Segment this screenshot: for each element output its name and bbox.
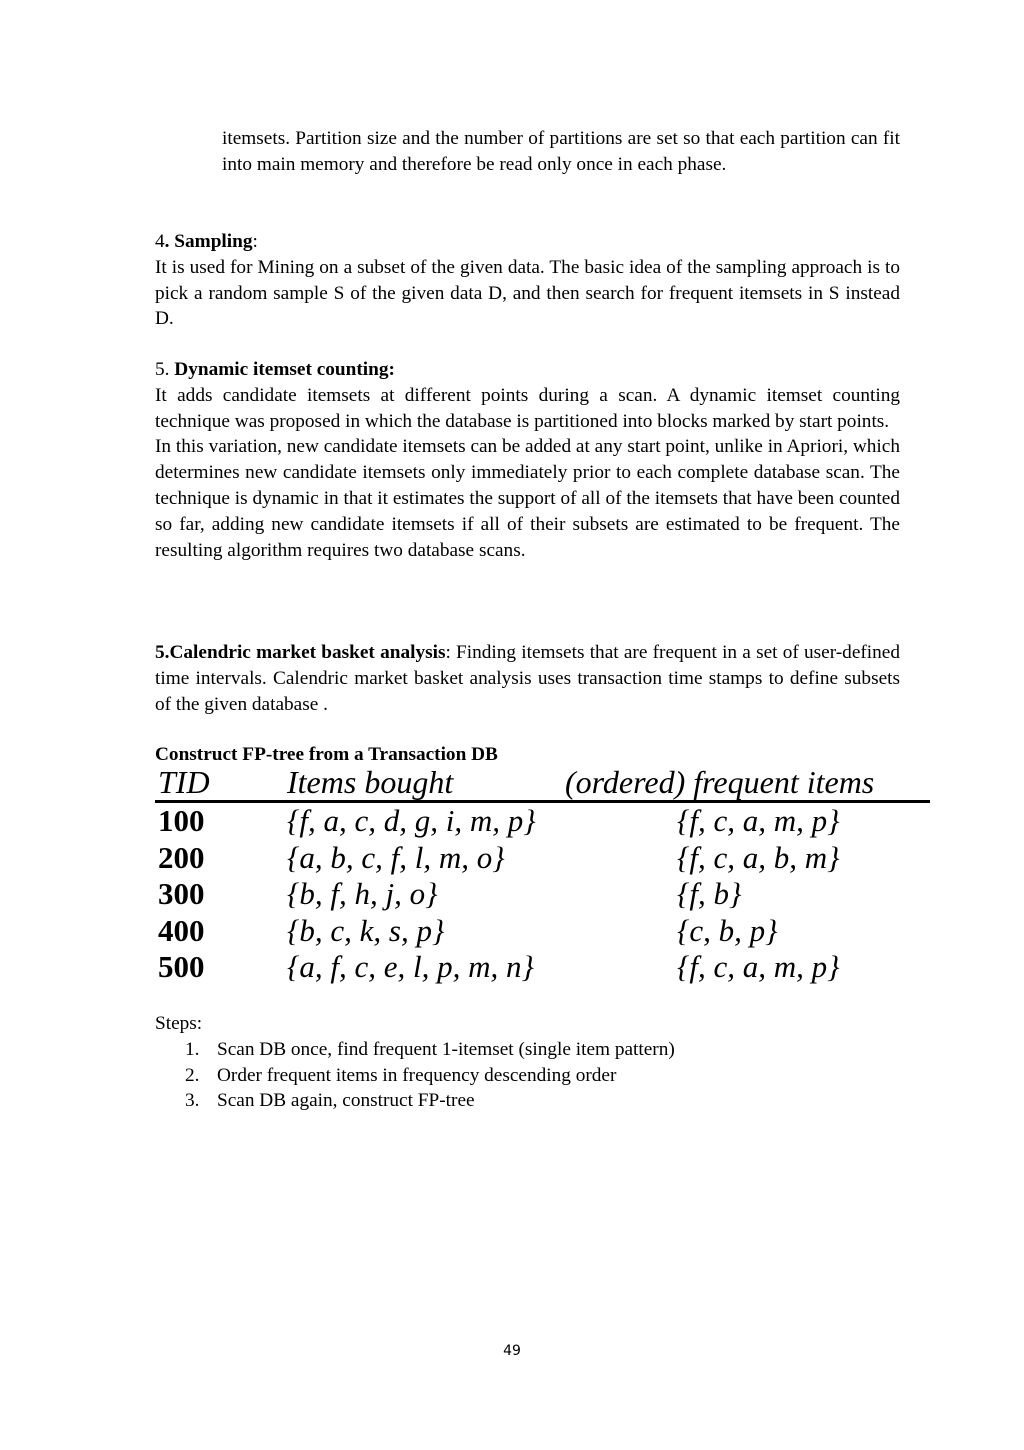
fp-tree-heading: Construct FP-tree from a Transaction DB (155, 744, 498, 765)
section-sampling (155, 229, 900, 332)
section-heading: 4. Sampling: (155, 231, 258, 252)
table-header (155, 764, 930, 803)
section-dynamic-itemset-counting (155, 357, 900, 563)
section-paragraph: In this variation, new candidate itemsets can be added at any start point, unlike in Apriori, which determines new candidate itemsets only immediately prior to each complete database scan. The technique is dynamic in that it estimates the support of all of the itemsets that have been counted so far, adding new candidate itemsets if all of their subsets are estimated to be frequent. The resulting algorithm requires two database scans. (155, 436, 900, 561)
header-ordered-frequent-items: (ordered) frequent items (565, 764, 875, 800)
steps-list (155, 1037, 675, 1114)
list-item: 3. Scan DB again, construct FP-tree (185, 1090, 475, 1111)
page-number: 49 (503, 1343, 521, 1359)
intro-paragraph: itemsets. Partition size and the number of partitions are set so that each partition can fit into main memory and therefore be read only once in each phase. (222, 128, 900, 175)
table-row: 100 {f, a, c, d, g, i, m, p} {f, c, a, m, p} (158, 803, 840, 838)
section-paragraph: It adds candidate itemsets at different points during a scan. A dynamic itemset counting technique was proposed in which the database is partitioned into blocks marked by start points. (155, 384, 900, 432)
table-row: 400 {b, c, k, s, p} {c, b, p} (158, 912, 778, 948)
table-row: 500 {a, f, c, e, l, p, m, n} {f, c, a, m, p} (158, 949, 840, 984)
list-item: 2. Order frequent items in frequency descending order (185, 1064, 617, 1086)
section-heading: 5.Calendric market basket analysis (155, 642, 446, 663)
section-heading: 5. Dynamic itemset counting: (155, 359, 395, 380)
table-row: 300 {b, f, h, j, o} {f, b} (158, 876, 742, 911)
header-tid: TID (158, 764, 210, 800)
table-row: 200 {a, b, c, f, l, m, o} {f, c, a, b, m} (158, 839, 840, 875)
list-item: 1. Scan DB once, find frequent 1-itemset (single item pattern) (185, 1039, 675, 1060)
transaction-table (155, 764, 930, 986)
header-items-bought: Items bought (287, 764, 454, 800)
steps-title: Steps: (155, 1013, 203, 1034)
section-calendric-analysis: 5.Calendric market basket analysis: Finding itemsets that are frequent in a set of user-defined time intervals. Calendric market basket analysis uses transaction time stamps to define subsets of the given database . (155, 642, 900, 715)
section-paragraph: It is used for Mining on a subset of the given data. The basic idea of the sampling approach is to pick a random sample S of the given data D, and then search for frequent itemsets in S instead D. (155, 256, 900, 330)
